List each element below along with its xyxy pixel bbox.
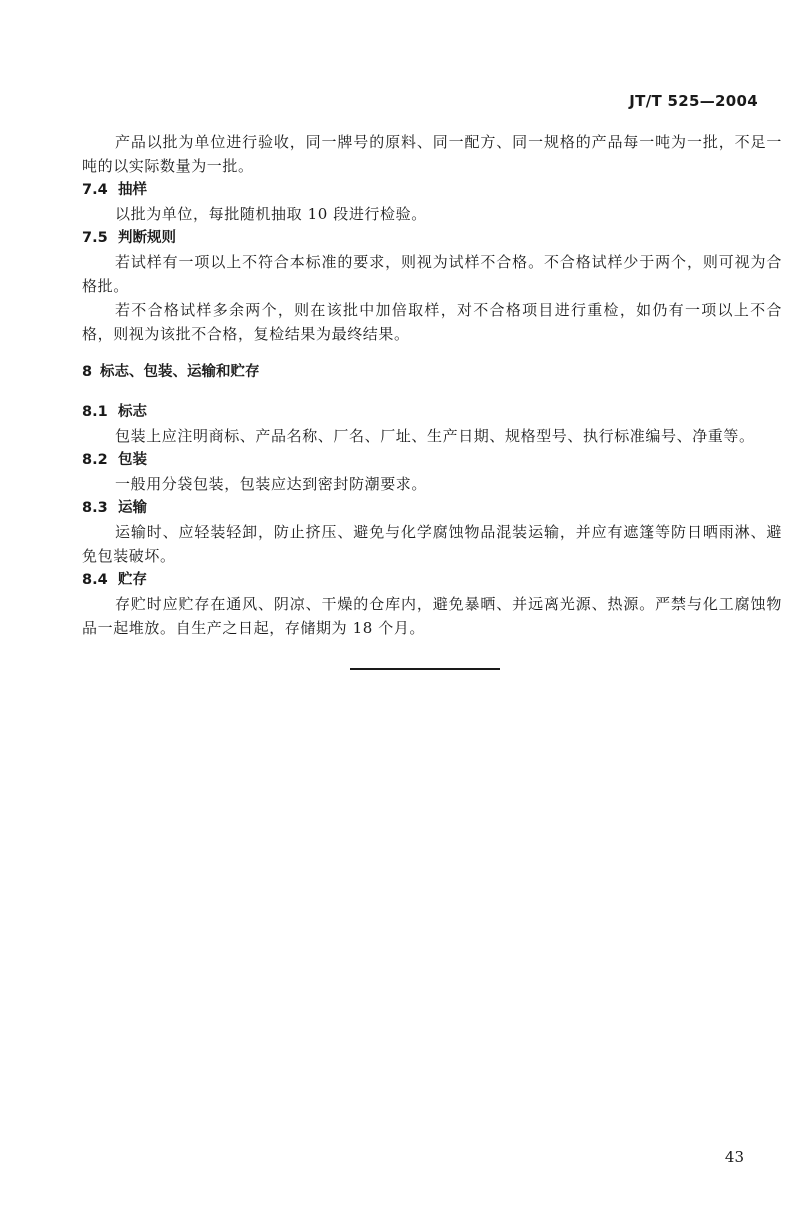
section-heading-8-4	[82, 568, 782, 592]
section-title: 判断规则	[118, 230, 176, 246]
section-heading-7-4	[82, 178, 782, 202]
section-title: 标志	[118, 404, 147, 420]
chapter-heading-8	[82, 360, 782, 384]
paragraph-7-4: 以批为单位，每批随机抽取 10 段进行检验。	[115, 205, 427, 223]
paragraph-7-5-b: 若不合格试样多余两个，则在该批中加倍取样，对不合格项目进行重检，如仍有一项以上不合格，则视为该批不合格，复检结果为最终结果。	[82, 301, 782, 343]
chapter-title: 标志、包装、运输和贮存	[100, 364, 260, 380]
section-heading-8-2	[82, 448, 782, 472]
paragraph-8-4: 存贮时应贮存在通风、阴凉、干燥的仓库内，避免暴晒、并远离光源、热源。严禁与化工腐蚀物品一起堆放。自生产之日起，存储期为 18 个月。	[82, 595, 782, 637]
section-number: 8.3	[82, 500, 108, 516]
section-heading-7-5	[82, 226, 782, 250]
page-number: 43	[724, 1148, 744, 1166]
section-number: 7.5	[82, 230, 108, 246]
paragraph-8-2: 一般用分袋包装，包装应达到密封防潮要求。	[115, 475, 428, 493]
paragraph-7-3-continued: 产品以批为单位进行验收，同一牌号的原料、同一配方、同一规格的产品每一吨为一批，不足一吨的以实际数量为一批。	[82, 133, 782, 175]
section-title: 抽样	[118, 182, 147, 198]
section-title: 贮存	[118, 572, 147, 588]
paragraph-8-3: 运输时、应轻装轻卸，防止挤压、避免与化学腐蚀物品混装运输，并应有遮篷等防日晒雨淋、避免包装破坏。	[82, 523, 782, 565]
section-number: 8.4	[82, 572, 108, 588]
section-title: 包装	[118, 452, 147, 468]
standard-code: JT/T 525—2004	[629, 92, 758, 110]
section-heading-8-3	[82, 496, 782, 520]
section-number: 7.4	[82, 182, 108, 198]
section-number: 8.1	[82, 404, 108, 420]
section-heading-8-1	[82, 400, 782, 424]
section-number: 8.2	[82, 452, 108, 468]
end-of-document-rule	[350, 668, 500, 670]
document-body	[82, 130, 782, 640]
paragraph-7-5-a: 若试样有一项以上不符合本标准的要求，则视为试样不合格。不合格试样少于两个，则可视为合格批。	[82, 253, 782, 295]
section-title: 运输	[118, 500, 147, 516]
chapter-number: 8	[82, 364, 93, 380]
paragraph-8-1: 包装上应注明商标、产品名称、厂名、厂址、生产日期、规格型号、执行标准编号、净重等。	[115, 427, 755, 445]
